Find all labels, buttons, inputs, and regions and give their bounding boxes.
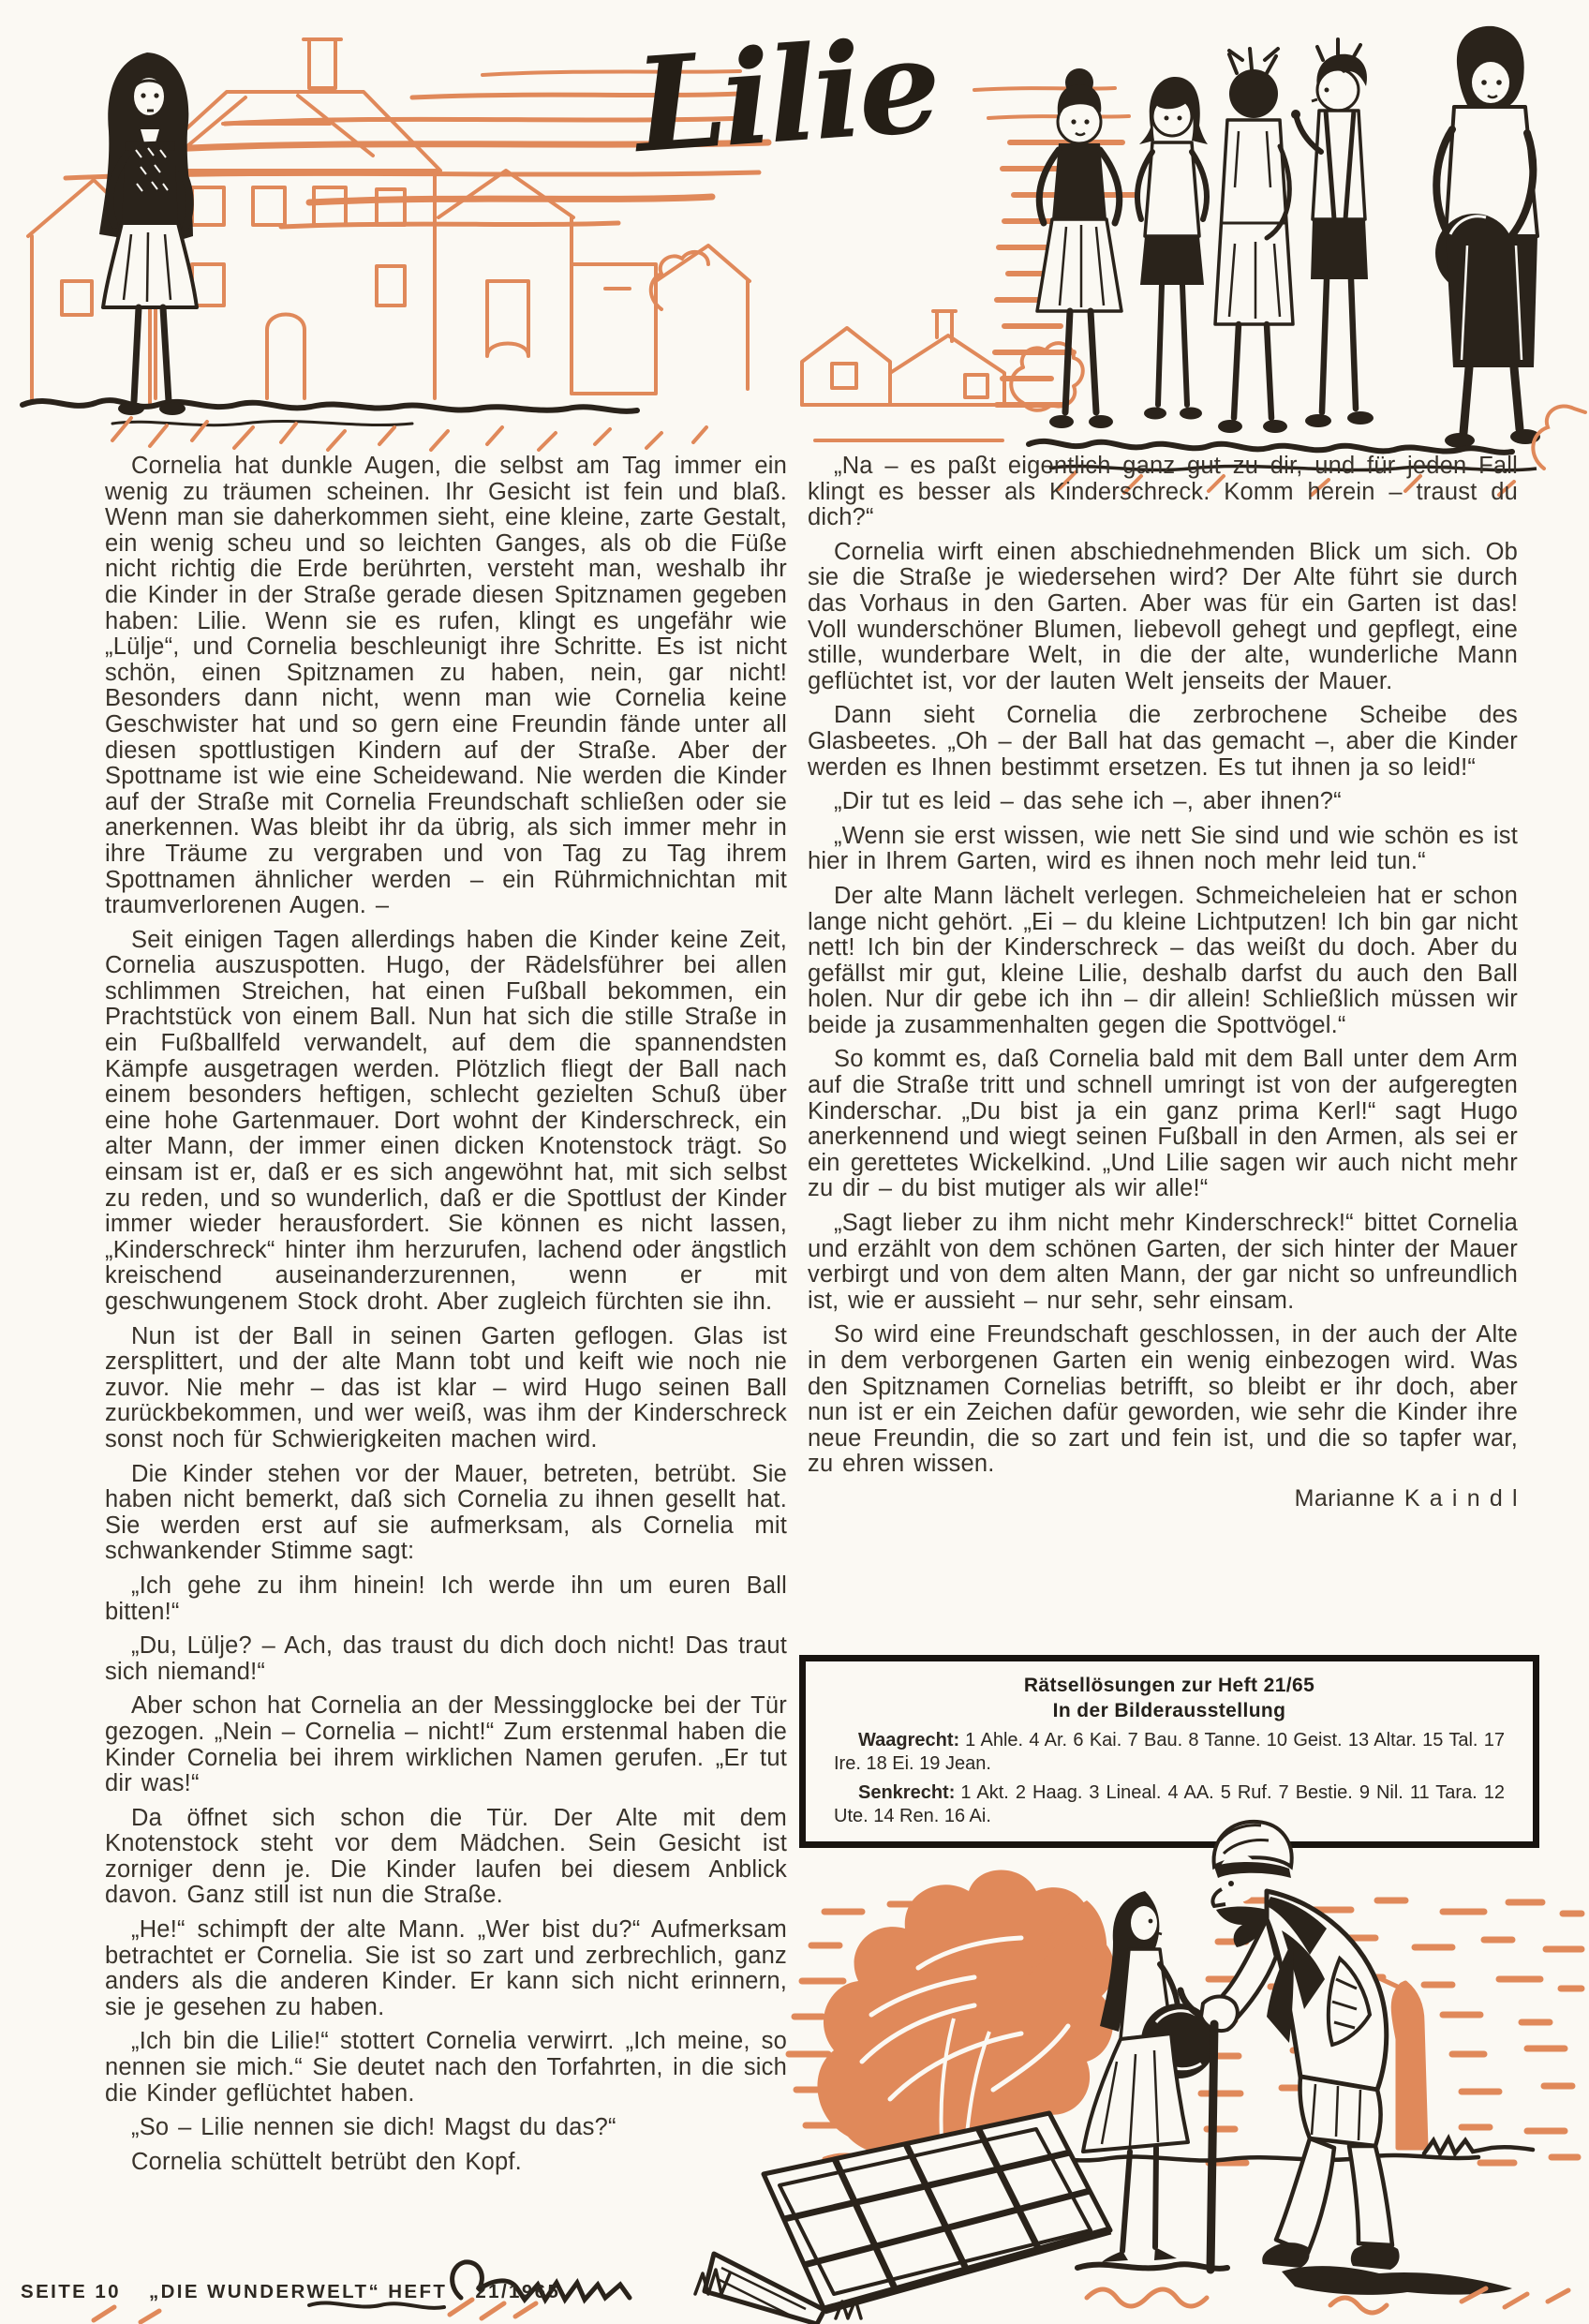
story-paragraph: „Na – es paßt eigentlich ganz gut zu dir, und für jeden Fall klingt es besser als Kinderschreck. Komm herein – traust du dich?“ — [808, 453, 1518, 531]
footer-page-number: SEITE 10 — [21, 2281, 121, 2302]
story-paragraph: „Du, Lülje? – Ach, das traust du dich doch nicht! Das traut sich niemand!“ — [105, 1632, 787, 1685]
story-paragraph: Der alte Mann lächelt verlegen. Schmeicheleien hat er schon lange nicht gehört. „Ei – du kleine Lichtputzen! Ich bin gar nicht nett! Ich bin der Kinderschreck – das weißt du doch. Aber du gefällst mir gut, kleine Lilie, deshalb darfst du auch den Ball holen. Nur dir gebe ich ihn – dir allein! Schließlich müssen wir beide ja zusammenhalten gegen die Spottvögel.“ — [808, 882, 1518, 1038]
children-group-illustration — [1029, 26, 1540, 470]
footer-issue: 21/1965 — [475, 2281, 561, 2302]
story-paragraph: „Ich bin die Lilie!“ stottert Cornelia verwirrt. „Ich meine, so nennen sie mich.“ Sie deutet nach den Torfahrten, in die sich die Kinder geflüchtet haben. — [105, 2028, 787, 2107]
puzzle-across-label: Waagrecht: — [858, 1730, 960, 1750]
story-paragraph: Da öffnet sich schon die Tür. Der Alte mit dem Knotenstock steht vor dem Mädchen. Sein Gesicht ist zorniger denn je. Die Kinder laufen bei diesem Anblick davon. Ganz still ist nun die Straße. — [105, 1804, 787, 1909]
story-title-script: Lilie — [630, 7, 943, 183]
story-paragraph: „So – Lilie nennen sie dich! Magst du das?“ — [131, 2114, 616, 2141]
puzzle-down-values: 1 Akt. 2 Haag. 3 Lineal. 4 AA. 5 Ruf. 7 Bestie. 9 Nil. 11 Tara. 12 Ute. 14 Ren. 16 Ai. — [834, 1782, 1505, 1826]
story-paragraph: Aber schon hat Cornelia an der Messingglocke bei der Tür gezogen. „Nein – Cornelia – nicht!“ Zum erstenmal haben die Kinder Cornelia bei ihrem wirklichen Namen gerufen. „Er tut dir was!“ — [105, 1692, 787, 1797]
story-paragraph: So wird eine Freundschaft geschlossen, in der auch der Alte in dem verborgenen Garten ein wenig einbezogen wird. Was den Spitznamen Cornelias betrifft, so bleibt er ihr doch, aber nun ist er ein Zeichen dafür geworden, wie sehr die Kinder ihre neue Freundin, die so zart und fein ist, und die so tapfer war, zu ehren wissen. — [808, 1321, 1518, 1478]
footer-magazine-title: „DIE WUNDERWELT“ HEFT — [148, 2281, 448, 2302]
story-paragraph: Cornelia hat dunkle Augen, die selbst am Tag immer ein wenig zu träumen scheinen. Ihr Gesicht ist fein und blaß. Wenn man sie daherkommen sieht, eine kleine, zarte Gestalt, ein wenig scheu und so leichten Ganges, als ob die Füße nicht richtig die Erde berührten, versteht man, weshalb ihr die Kinder in der Straße gerade diesen Spitznamen gegeben haben: Lilie. Wenn sie es rufen, klingt es ungefähr wie „Lülje“, und Cornelia beschleunigt ihre Schritte. Es ist nicht schön, einen Spitznamen zu haben, nein, gar nicht! Besonders dann nicht, wenn man wie Cornelia keine Geschwister hat und so gern eine Freundin fände unter all diesen spottlustigen Kindern auf der Straße. Aber der Spottname ist wie eine Scheidewand. Nie werden die Kinder auf der Straße mit Cornelia Freundschaft schließen oder sie anerkennen. Was bleibt ihr da übrig, als sich immer mehr in ihre Träume zu vergraben und von Tag zu Tag ihrem Spottnamen ähnlicher werden – ein Rührmichnichtan mit traumverlorenen Augen. – — [105, 453, 787, 919]
story-paragraph: Die Kinder stehen vor der Mauer, betreten, betrübt. Sie haben nicht bemerkt, daß sich Cornelia zu ihnen gesellt hat. Sie werden erst auf sie aufmerksam, als Cornelia mit schwankender Stimme sagt: — [105, 1460, 787, 1565]
story-right-column — [808, 454, 1518, 1521]
page-footer — [21, 2281, 588, 2303]
puzzle-box-title: Rätsellösungen zur Heft 21/65 — [1023, 1675, 1315, 1696]
story-paragraph: Nun ist der Ball in seinen Garten geflogen. Glas ist zersplittert, und der alte Mann tobt und keift wie noch nie zuvor. Nie mehr – das ist klar – wird Hugo seinen Ball zurückbekommen, und wer weiß, was ihm der Kinderschreck sonst noch für Schwierigkeiten machen wird. — [105, 1322, 787, 1452]
puzzle-down-label: Senkrecht: — [858, 1782, 956, 1803]
story-paragraph: „He!“ schimpft der alte Mann. „Wer bist du?“ Aufmerksam betrachtet er Cornelia. Sie ist so zart und zerbrechlich, ganz anders als die anderen Kinder. Er kann sich nicht erinnern, sie je gesehen zu haben. — [105, 1916, 787, 2020]
author-byline: Marianne K a i n d l — [1294, 1484, 1518, 1512]
story-paragraph: Cornelia wirft einen abschiednehmenden Blick um sich. Ob sie die Straße je wiedersehen wird? Der Alte führt sie durch das Vorhaus in den Garten. Aber was für ein Garten ist das! Voll wunderschöner Blumen, liebevoll gehegt und gepflegt, eine stille, wunderbare Welt, in die der alte, wunderliche Mann geflüchtet ist, vor der lauten Welt jenseits der Mauer. — [808, 538, 1518, 694]
broken-cold-frame — [695, 2113, 1110, 2324]
puzzle-box-subtitle: In der Bilderausstellung — [1052, 1700, 1286, 1721]
story-paragraph: „Dir tut es leid – das sehe ich –, aber ihnen?“ — [834, 788, 1342, 815]
story-paragraph: Seit einigen Tagen allerdings haben die Kinder keine Zeit, Cornelia auszuspotten. Hugo, der Rädelsführer bei allen schlimmen Streichen, hat einen Fußball bekommen, ein Prachtstück von einem Ball. Nun hat sich die stille Straße in ein Fußballfeld verwandelt, auf dem die spannendsten Kämpfe ausgetragen werden. Plötzlich fliegt der Ball nach einem besonders heftigen, schlecht gezielten Schuß über eine hohe Gartenmauer. Dort wohnt der Kinderschreck, ein alter Mann, der immer einen dicken Knotenstock trägt. So einsam ist er, daß er es sich angewöhnt hat, mit sich selbst zu reden, und so wunderlich, daß er die Spottlust der Kinder immer wieder herausfordert. Sie können es nicht lassen, „Kinderschreck“ hinter ihm herzurufen, lachend oder ängstlich kreischend auseinanderzurennen, wenn er mit geschwungenem Stock droht. Aber zugleich fürchten sie ihn. — [105, 926, 787, 1315]
ground-left — [22, 400, 637, 425]
story-paragraph: Cornelia schüttelt betrübt den Kopf. — [131, 2148, 522, 2175]
story-paragraph: Dann sieht Cornelia die zerbrochene Scheibe des Glasbeetes. „Oh – der Ball hat das gemacht –, aber die Kinder werden es Ihnen bestimmt ersetzen. Es tut ihnen ja so leid!“ — [808, 702, 1518, 781]
story-paragraph: „Sagt lieber zu ihm nicht mehr Kinderschreck!“ bittet Cornelia und erzählt von dem schönen Garten, der sich hinter der Mauer verbirgt und von dem alten Mann, der gar nicht so unfreundlich ist, wie er aussieht – nur sehr, sehr einsam. — [808, 1210, 1518, 1314]
header-illustration — [0, 0, 1589, 511]
story-paragraph: So kommt es, daß Cornelia bald mit dem Ball unter dem Arm auf die Straße tritt und schnell umringt ist von der aufgeregten Kinderschar. „Du bist ja ein ganz prima Kerl!“ sagt Hugo anerkennend und wiegt seinen Fußball in den Armen, als sei er ein gerettetes Wickelkind. „Und Lilie sagen wir auch nicht mehr zu dir – du bist mutiger als wir alle!“ — [808, 1046, 1518, 1202]
story-paragraph: „Ich gehe zu ihm hinein! Ich werde ihn um euren Ball bitten!“ — [105, 1572, 787, 1625]
story-paragraph: „Wenn sie erst wissen, wie nett Sie sind und wie schön es ist hier in Ihrem Garten, wird es ihnen noch mehr leid tun.“ — [808, 822, 1518, 875]
bottom-garden-illustration — [0, 1780, 1589, 2324]
puzzle-across-values: 1 Ahle. 4 Ar. 6 Kai. 7 Bau. 8 Tanne. 10 Geist. 13 Altar. 15 Tal. 17 Ire. 18 Ei. 19 Jean. — [834, 1730, 1505, 1774]
puzzle-across-row — [834, 1729, 1505, 1776]
